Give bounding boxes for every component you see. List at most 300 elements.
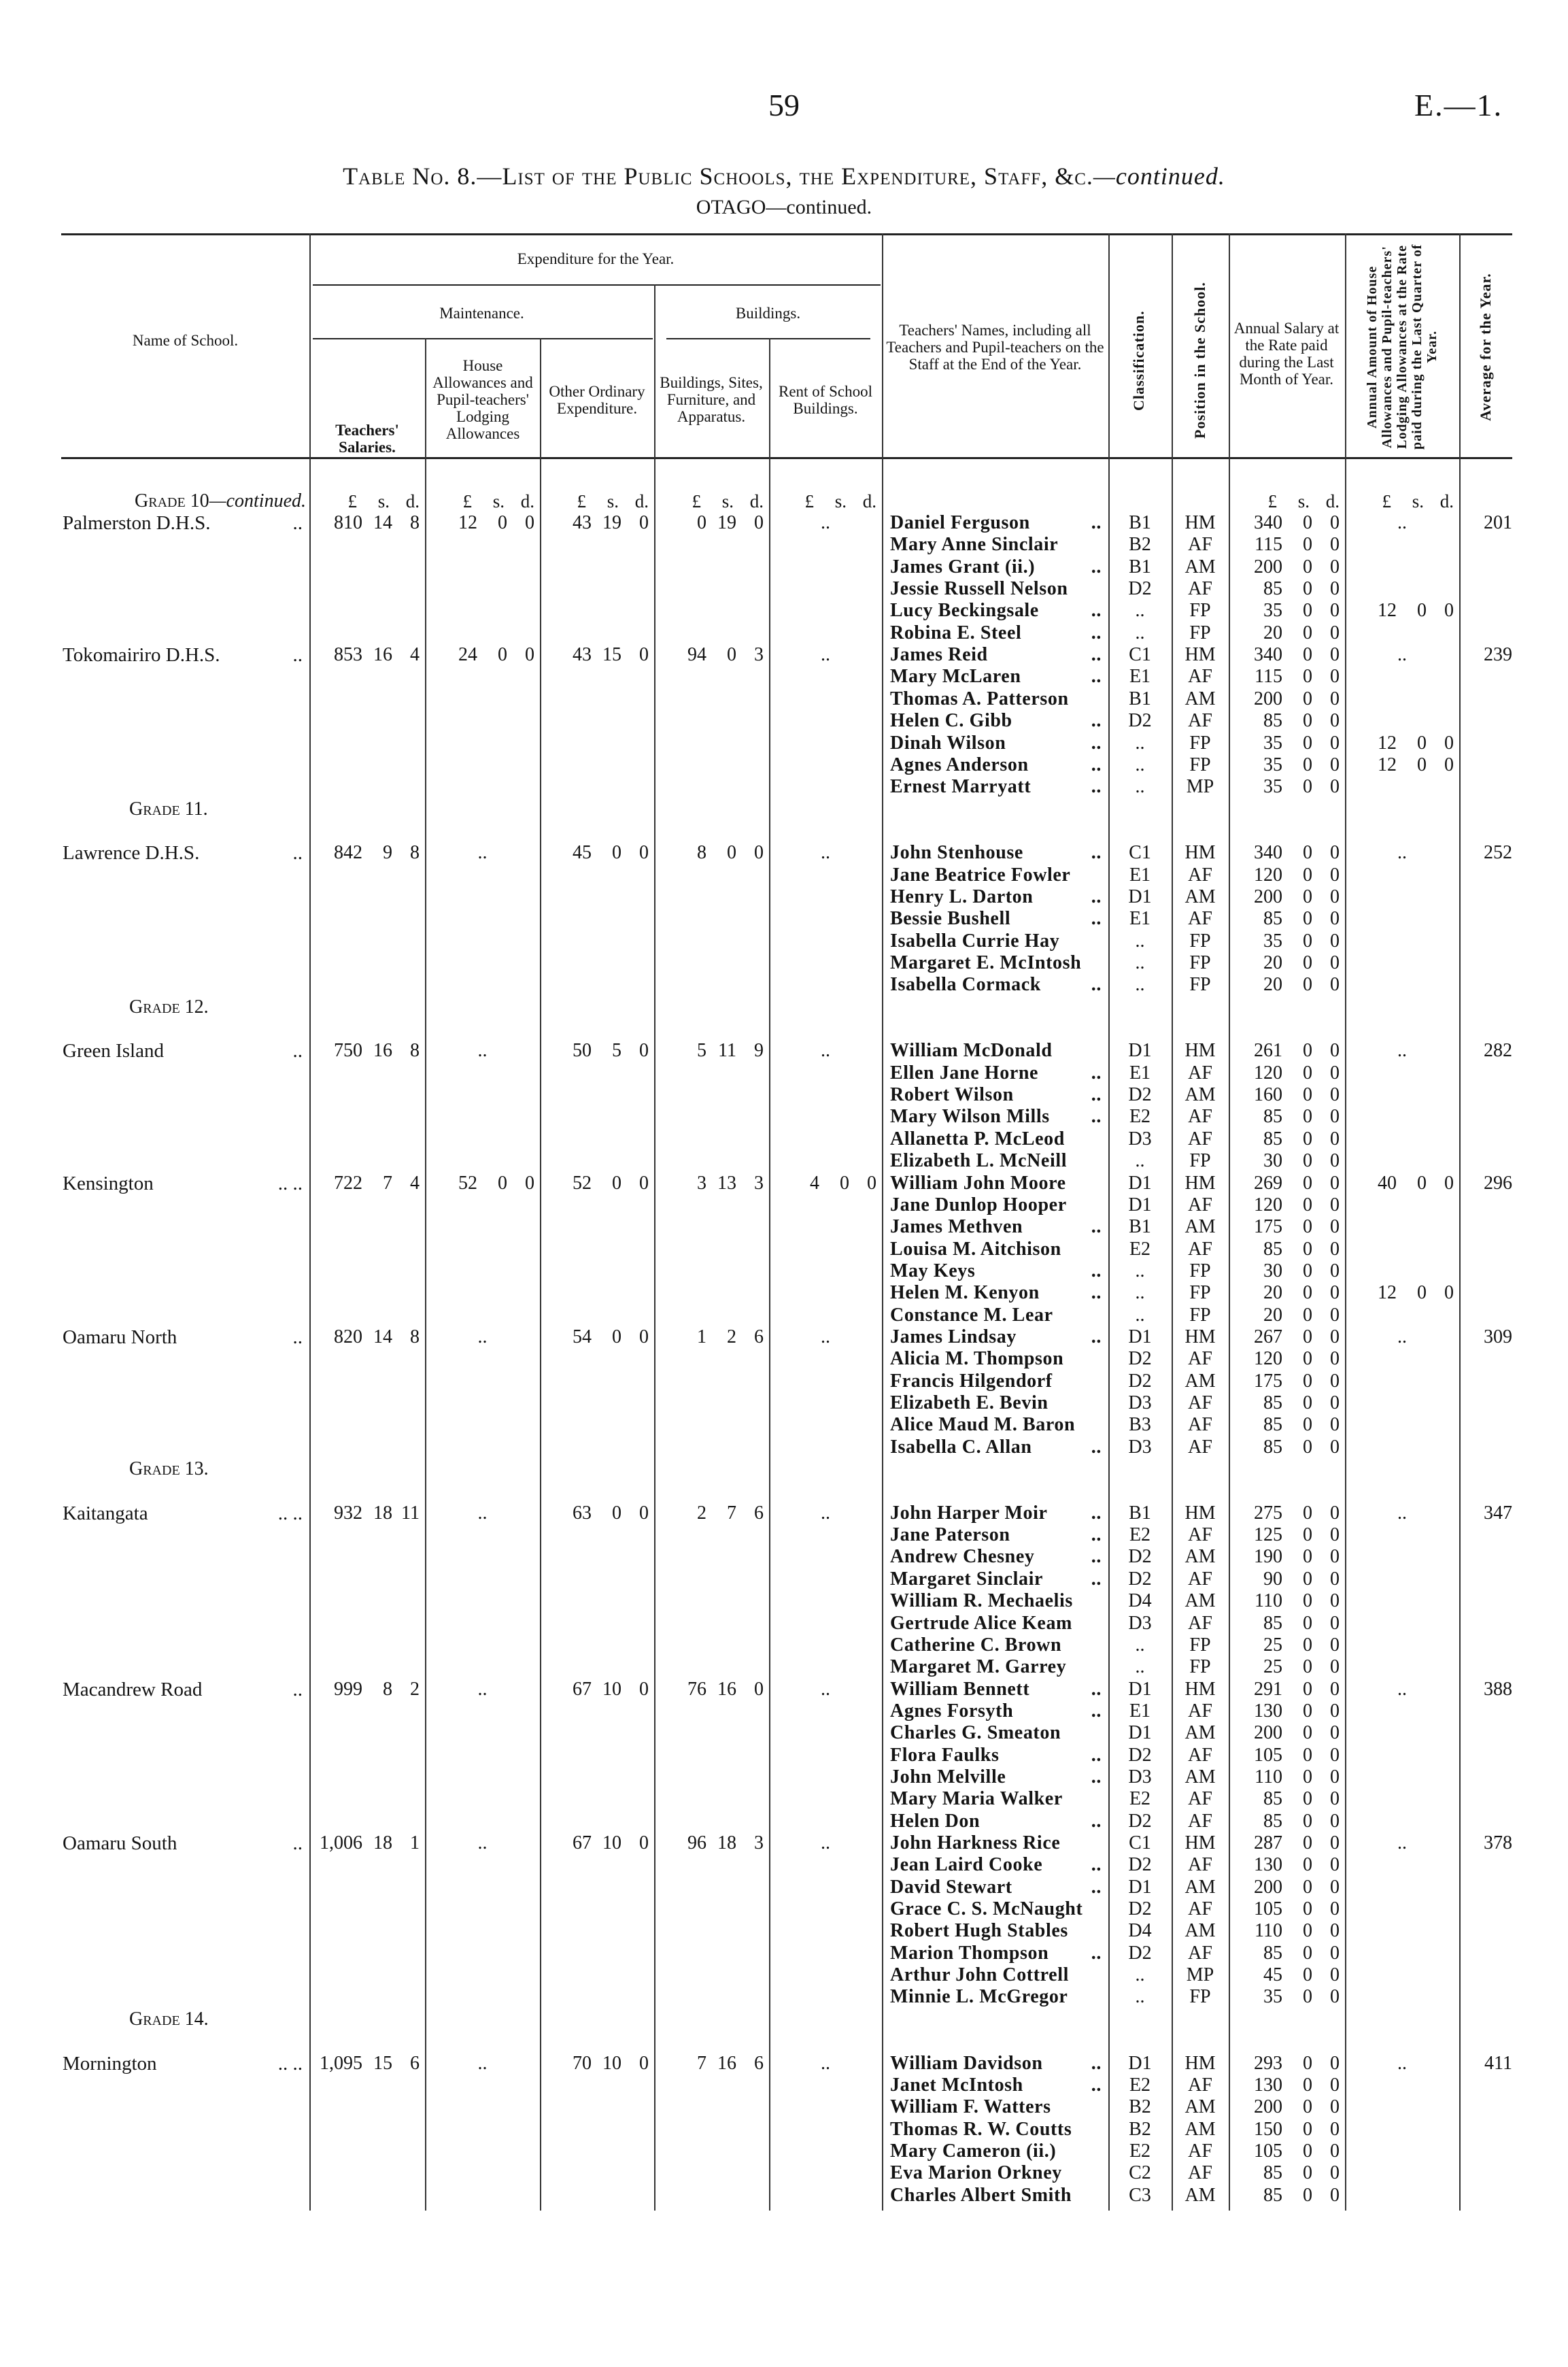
pence: 0 — [1330, 1502, 1340, 1524]
header-teachers-salaries: Teachers' Salaries. — [335, 422, 399, 456]
annual-salary — [1229, 1679, 1345, 1700]
teacher-name: Isabella Currie Hay — [890, 930, 1060, 952]
position: AM — [1184, 1216, 1216, 1238]
pence: 0 — [1330, 2096, 1340, 2118]
shillings: 8 — [383, 1678, 392, 1700]
pence-unit: d. — [862, 491, 876, 511]
pence: 0 — [1330, 842, 1340, 864]
header-average: Average for the Year. — [1477, 273, 1494, 421]
pounds: 25 — [1263, 1656, 1282, 1678]
buildings-expenditure — [654, 1832, 769, 1854]
position: HM — [1184, 1502, 1216, 1524]
house-allowances — [425, 1040, 540, 1062]
annual-allowance — [1345, 1040, 1459, 1062]
header-bottom-rule — [61, 457, 1512, 459]
pence: 0 — [1330, 622, 1340, 643]
teacher-name: William R. Mechaelis — [890, 1590, 1073, 1612]
shillings: 0 — [1303, 1524, 1312, 1546]
pounds: 150 — [1254, 2118, 1282, 2140]
classification: D2 — [1128, 1854, 1152, 1876]
pence: 0 — [1330, 1238, 1340, 1260]
classification: D2 — [1128, 1942, 1152, 1964]
pounds: 12 — [1378, 754, 1397, 775]
pounds: 85 — [1263, 1942, 1282, 1964]
grade-heading: Grade 12. — [129, 996, 209, 1018]
shillings: 0 — [727, 842, 736, 864]
pence: 6 — [410, 2052, 420, 2074]
rent — [769, 1173, 882, 1194]
leader-dots: .. — [1091, 908, 1102, 930]
shillings: 0 — [612, 1326, 621, 1347]
classification: E2 — [1129, 2074, 1151, 2096]
pounds: 85 — [1263, 1612, 1282, 1634]
position: AF — [1188, 1942, 1212, 1964]
shillings: 0 — [1417, 754, 1427, 775]
teacher-row — [0, 1106, 1568, 1128]
teachers-salaries — [309, 644, 425, 666]
average-attendance: 296 — [1484, 1172, 1512, 1194]
teacher-row — [0, 864, 1568, 886]
classification: C1 — [1129, 842, 1151, 864]
shillings: 0 — [1303, 930, 1312, 952]
teacher-row — [0, 1656, 1568, 1678]
school-name-text: Oamaru North — [63, 1326, 177, 1348]
currency-units — [425, 490, 540, 512]
pounds: 76 — [687, 1678, 706, 1700]
pence: 0 — [525, 1172, 534, 1194]
empty-leader: .. — [821, 1678, 830, 1700]
school-row — [0, 1679, 1568, 1700]
teacher-row — [0, 1634, 1568, 1656]
leader-dots: .. — [1091, 1744, 1102, 1766]
teacher-name: Arthur John Cottrell — [890, 1964, 1069, 1986]
classification: B2 — [1129, 534, 1151, 556]
other-expenditure — [540, 1040, 654, 1062]
pence: 0 — [754, 512, 764, 533]
annual-salary — [1229, 1964, 1345, 1986]
pounds: 85 — [1263, 908, 1282, 930]
shillings: 0 — [1303, 1634, 1312, 1656]
pence: 0 — [639, 1326, 649, 1347]
annual-salary — [1229, 1414, 1345, 1436]
annual-salary — [1229, 952, 1345, 974]
pounds: 20 — [1263, 1304, 1282, 1326]
school-row — [0, 2053, 1568, 2075]
grade-suffix: —continued. — [209, 490, 306, 511]
pounds: 96 — [687, 1832, 706, 1853]
annual-salary — [1229, 2053, 1345, 2075]
teacher-row — [0, 600, 1568, 622]
pence: 8 — [410, 1326, 420, 1347]
annual-salary — [1229, 886, 1345, 908]
teacher-name-text: Jane Paterson — [890, 1524, 1010, 1546]
annual-salary — [1229, 1546, 1345, 1568]
teacher-row — [0, 1437, 1568, 1458]
classification: D2 — [1128, 1370, 1152, 1392]
buildings-expenditure — [654, 1040, 769, 1062]
teacher-name-text: May Keys — [890, 1260, 976, 1281]
rent — [769, 512, 882, 534]
teacher-name-text: Daniel Ferguson — [890, 512, 1030, 533]
header-classification: Classification. — [1130, 310, 1147, 411]
pounds: 130 — [1254, 2074, 1282, 2096]
teacher-name — [890, 1854, 1102, 1876]
annual-allowance — [1345, 1832, 1459, 1854]
pounds: 12 — [1378, 600, 1397, 622]
shillings: 0 — [1303, 1942, 1312, 1964]
position: AF — [1188, 1612, 1212, 1634]
rent — [769, 842, 882, 864]
annual-salary — [1229, 1920, 1345, 1942]
teacher-name — [890, 1282, 1102, 1304]
pence: 0 — [1330, 688, 1340, 709]
shillings: 0 — [1303, 1810, 1312, 1832]
shillings: 0 — [1303, 1238, 1312, 1260]
pence: 0 — [1330, 512, 1340, 533]
empty-leader: .. — [1397, 1832, 1407, 1853]
position: MP — [1186, 776, 1214, 798]
shillings: 5 — [612, 1040, 621, 1062]
classification: E1 — [1129, 908, 1151, 930]
pence: 0 — [1330, 1106, 1340, 1128]
pence: 0 — [1330, 1304, 1340, 1326]
pounds: 50 — [573, 1040, 592, 1062]
pounds: 54 — [573, 1326, 592, 1347]
leader-dots: .. — [1091, 974, 1102, 996]
annual-allowance — [1345, 2053, 1459, 2075]
shillings: 9 — [383, 842, 392, 864]
shillings: 0 — [1303, 974, 1312, 996]
pounds: 3 — [697, 1172, 706, 1194]
other-expenditure — [540, 644, 654, 666]
teacher-name-text: Janet McIntosh — [890, 2074, 1023, 2096]
classification: B1 — [1129, 556, 1151, 577]
teacher-name — [890, 710, 1102, 732]
annual-salary — [1229, 622, 1345, 644]
annual-salary — [1229, 1943, 1345, 1964]
shillings: 0 — [498, 644, 507, 666]
teacher-row — [0, 1986, 1568, 2008]
annual-salary — [1229, 1392, 1345, 1414]
teachers-salaries — [309, 512, 425, 534]
leader-dots: .. — [292, 1326, 303, 1348]
pounds: 291 — [1254, 1678, 1282, 1700]
teacher-row — [0, 1613, 1568, 1634]
shillings: 10 — [602, 2052, 621, 2074]
teacher-row — [0, 1877, 1568, 1898]
shillings: 19 — [602, 512, 621, 533]
position: AM — [1184, 1722, 1216, 1744]
teacher-row — [0, 1811, 1568, 1832]
annual-salary — [1229, 2185, 1345, 2206]
annual-salary — [1229, 1656, 1345, 1678]
pence: 4 — [410, 644, 420, 666]
teacher-row — [0, 2096, 1568, 2118]
shillings: 0 — [1303, 1876, 1312, 1898]
pounds: 35 — [1263, 776, 1282, 798]
leader-dots: .. — [1091, 710, 1102, 732]
annual-salary — [1229, 2096, 1345, 2118]
teacher-name — [890, 1503, 1102, 1524]
annual-salary — [1229, 1745, 1345, 1766]
annual-salary — [1229, 754, 1345, 776]
pence: 0 — [1330, 1964, 1340, 1986]
teacher-name: Catherine C. Brown — [890, 1634, 1062, 1656]
pence: 1 — [410, 1832, 420, 1853]
pound-unit: £ — [347, 491, 357, 511]
shillings: 0 — [1303, 1150, 1312, 1172]
pounds: 200 — [1254, 688, 1282, 709]
annual-salary — [1229, 2162, 1345, 2184]
teacher-row — [0, 1700, 1568, 1722]
shillings: 0 — [1303, 2162, 1312, 2184]
pence-unit: d. — [749, 491, 764, 511]
teacher-name-text: William Bennett — [890, 1678, 1030, 1700]
teacher-name-text: Ernest Marryatt — [890, 776, 1032, 798]
classification: E2 — [1129, 1524, 1151, 1546]
leader-dots: .. — [292, 1832, 303, 1854]
shillings: 0 — [1303, 622, 1312, 643]
teacher-name — [890, 1546, 1102, 1568]
leader-dots: .. — [1091, 1766, 1102, 1787]
pounds: 160 — [1254, 1084, 1282, 1106]
annual-salary — [1229, 930, 1345, 952]
position: AF — [1188, 1238, 1212, 1260]
pence: 0 — [1330, 1194, 1340, 1215]
teacher-row — [0, 534, 1568, 556]
pounds: 85 — [1263, 1128, 1282, 1149]
shillings: 0 — [612, 1172, 621, 1194]
title-prefix: Table No. 8.— — [343, 163, 502, 190]
leader-dots: .. — [1091, 622, 1102, 643]
classification: E2 — [1129, 1788, 1151, 1810]
school-name — [63, 1173, 303, 1194]
shillings: 0 — [1303, 1612, 1312, 1634]
maintenance-rule — [313, 338, 653, 339]
pence: 0 — [1444, 600, 1454, 622]
shillings: 0 — [612, 842, 621, 864]
pounds: 70 — [573, 2052, 592, 2074]
empty-leader: .. — [477, 2052, 488, 2074]
classification: D2 — [1128, 1568, 1152, 1590]
header-top-rule — [61, 233, 1512, 235]
pence: 3 — [754, 644, 764, 666]
pence: 6 — [754, 2052, 764, 2074]
teacher-name-text: John Melville — [890, 1766, 1006, 1787]
shillings: 0 — [1303, 1062, 1312, 1084]
teacher-row — [0, 1568, 1568, 1590]
annual-salary — [1229, 1811, 1345, 1832]
annual-salary — [1229, 2119, 1345, 2141]
classification: D2 — [1128, 1084, 1152, 1106]
classification: .. — [1135, 1282, 1145, 1304]
teachers-salaries — [309, 1679, 425, 1700]
annual-salary — [1229, 1877, 1345, 1898]
annual-salary — [1229, 1216, 1345, 1238]
pence: 0 — [1330, 974, 1340, 996]
position: AM — [1184, 1766, 1216, 1787]
leader-dots: .. .. — [277, 2052, 303, 2075]
classification: .. — [1135, 1304, 1145, 1326]
pounds: 999 — [334, 1678, 362, 1700]
pence: 0 — [1330, 1876, 1340, 1898]
pence: 0 — [1330, 1392, 1340, 1413]
annual-salary — [1229, 1062, 1345, 1084]
position: AM — [1184, 1084, 1216, 1106]
position: FP — [1189, 1656, 1211, 1678]
pence-unit: d. — [1439, 491, 1454, 511]
classification: D2 — [1128, 1546, 1152, 1568]
header-buildings-sites: Buildings, Sites, Furniture, and Apparatus. — [660, 374, 763, 425]
empty-leader: .. — [821, 1040, 830, 1062]
teacher-name: Margaret M. Garrey — [890, 1656, 1067, 1678]
classification: D2 — [1128, 1348, 1152, 1370]
pounds: 275 — [1254, 1502, 1282, 1524]
school-name-text: Macandrew Road — [63, 1678, 203, 1700]
pounds: 2 — [697, 1502, 706, 1524]
shillings: 0 — [1303, 1128, 1312, 1149]
pounds: 190 — [1254, 1546, 1282, 1568]
teacher-name: Constance M. Lear — [890, 1304, 1053, 1326]
teachers-salaries — [309, 1832, 425, 1854]
teacher-row — [0, 2119, 1568, 2141]
classification: D2 — [1128, 1810, 1152, 1832]
annual-salary — [1229, 1239, 1345, 1260]
position: AF — [1188, 908, 1212, 930]
shillings: 0 — [840, 1172, 849, 1194]
annual-salary — [1229, 1260, 1345, 1282]
pounds: 35 — [1263, 930, 1282, 952]
classification: B2 — [1129, 2096, 1151, 2118]
pounds: 85 — [1263, 1238, 1282, 1260]
pence: 0 — [639, 1040, 649, 1062]
annual-salary — [1229, 1150, 1345, 1172]
teacher-row — [0, 886, 1568, 908]
house-allowances — [425, 2053, 540, 2075]
grade-heading: Grade 14. — [129, 2008, 209, 2030]
pence: 0 — [1330, 732, 1340, 754]
pounds: 35 — [1263, 1986, 1282, 2008]
pence: 0 — [1330, 1568, 1340, 1590]
annual-salary — [1229, 534, 1345, 556]
teacher-name — [890, 1877, 1102, 1898]
position: HM — [1184, 512, 1216, 533]
other-expenditure — [540, 1832, 654, 1854]
shilling-unit: s. — [834, 491, 847, 511]
pounds: 200 — [1254, 2096, 1282, 2118]
position: AF — [1188, 1414, 1212, 1436]
classification: .. — [1135, 622, 1145, 643]
annual-salary — [1229, 974, 1345, 996]
teacher-name: Jessie Russell Nelson — [890, 578, 1068, 600]
shillings: 0 — [1303, 1546, 1312, 1568]
currency-units — [309, 490, 425, 512]
position: HM — [1184, 2052, 1216, 2074]
pounds: 200 — [1254, 1722, 1282, 1744]
leader-dots: .. — [1091, 600, 1102, 622]
annual-salary — [1229, 1173, 1345, 1194]
annual-salary — [1229, 1437, 1345, 1458]
teacher-name: Grace C. S. McNaught — [890, 1898, 1083, 1920]
pence: 0 — [1330, 1040, 1340, 1062]
leader-dots: .. — [1091, 1216, 1102, 1238]
pounds: 85 — [1263, 710, 1282, 732]
classification: D3 — [1128, 1612, 1152, 1634]
empty-leader: .. — [821, 512, 830, 533]
pence: 0 — [639, 644, 649, 666]
position: AF — [1188, 1744, 1212, 1766]
empty-leader: .. — [1397, 2052, 1407, 2074]
shillings: 0 — [727, 644, 736, 666]
position: AF — [1188, 864, 1212, 886]
leader-dots: .. — [1091, 1700, 1102, 1722]
shillings: 15 — [373, 2052, 392, 2074]
pounds: 7 — [697, 2052, 706, 2074]
leader-dots: .. — [292, 1678, 303, 1700]
leader-dots: .. — [1091, 1678, 1102, 1700]
shillings: 0 — [1303, 2052, 1312, 2074]
school-name — [63, 1326, 303, 1348]
teacher-name: Alicia M. Thompson — [890, 1348, 1064, 1370]
pence: 0 — [1330, 2074, 1340, 2096]
teacher-name-text: James Grant (ii.) — [890, 556, 1036, 577]
teacher-name: John Harkness Rice — [890, 1832, 1061, 1853]
pounds: 12 — [1378, 1282, 1397, 1304]
teacher-name — [890, 1216, 1102, 1238]
leader-dots: .. — [1091, 1084, 1102, 1106]
shillings: 0 — [612, 1502, 621, 1524]
teacher-name-text: Robert Wilson — [890, 1084, 1014, 1106]
shilling-unit: s. — [1297, 491, 1310, 511]
position: AM — [1184, 2096, 1216, 2118]
teacher-row — [0, 2185, 1568, 2206]
shillings: 0 — [1303, 1964, 1312, 1986]
shillings: 0 — [1303, 2074, 1312, 2096]
annual-salary — [1229, 512, 1345, 534]
pence: 0 — [1330, 1348, 1340, 1370]
teacher-name: Gertrude Alice Keam — [890, 1612, 1072, 1634]
classification: D4 — [1128, 1590, 1152, 1612]
leader-dots: .. .. — [277, 1172, 303, 1194]
classification: .. — [1135, 1964, 1145, 1986]
teacher-name: Mary Maria Walker — [890, 1788, 1063, 1810]
pounds: 52 — [573, 1172, 592, 1194]
classification: D1 — [1128, 1040, 1152, 1062]
pounds: 4 — [810, 1172, 819, 1194]
school-row — [0, 1040, 1568, 1062]
shillings: 14 — [373, 1326, 392, 1347]
shillings: 0 — [1303, 1326, 1312, 1347]
pence: 8 — [410, 842, 420, 864]
shillings: 18 — [717, 1832, 736, 1853]
teacher-row — [0, 1239, 1568, 1260]
school-name-text: Kensington — [63, 1172, 154, 1194]
shillings: 2 — [727, 1326, 736, 1347]
shillings: 0 — [1303, 1568, 1312, 1590]
page-number: 59 — [768, 88, 800, 122]
leader-dots: .. — [1091, 842, 1102, 864]
pounds: 810 — [334, 512, 362, 533]
pence: 0 — [1330, 1700, 1340, 1722]
classification: B1 — [1129, 1502, 1151, 1524]
pound-unit: £ — [1382, 491, 1391, 511]
teacher-row — [0, 1920, 1568, 1942]
pounds: 52 — [458, 1172, 477, 1194]
teacher-name-text: James Reid — [890, 644, 988, 666]
leader-dots: .. — [292, 1040, 303, 1062]
position: FP — [1189, 1260, 1211, 1281]
leader-dots: .. — [1091, 1106, 1102, 1128]
